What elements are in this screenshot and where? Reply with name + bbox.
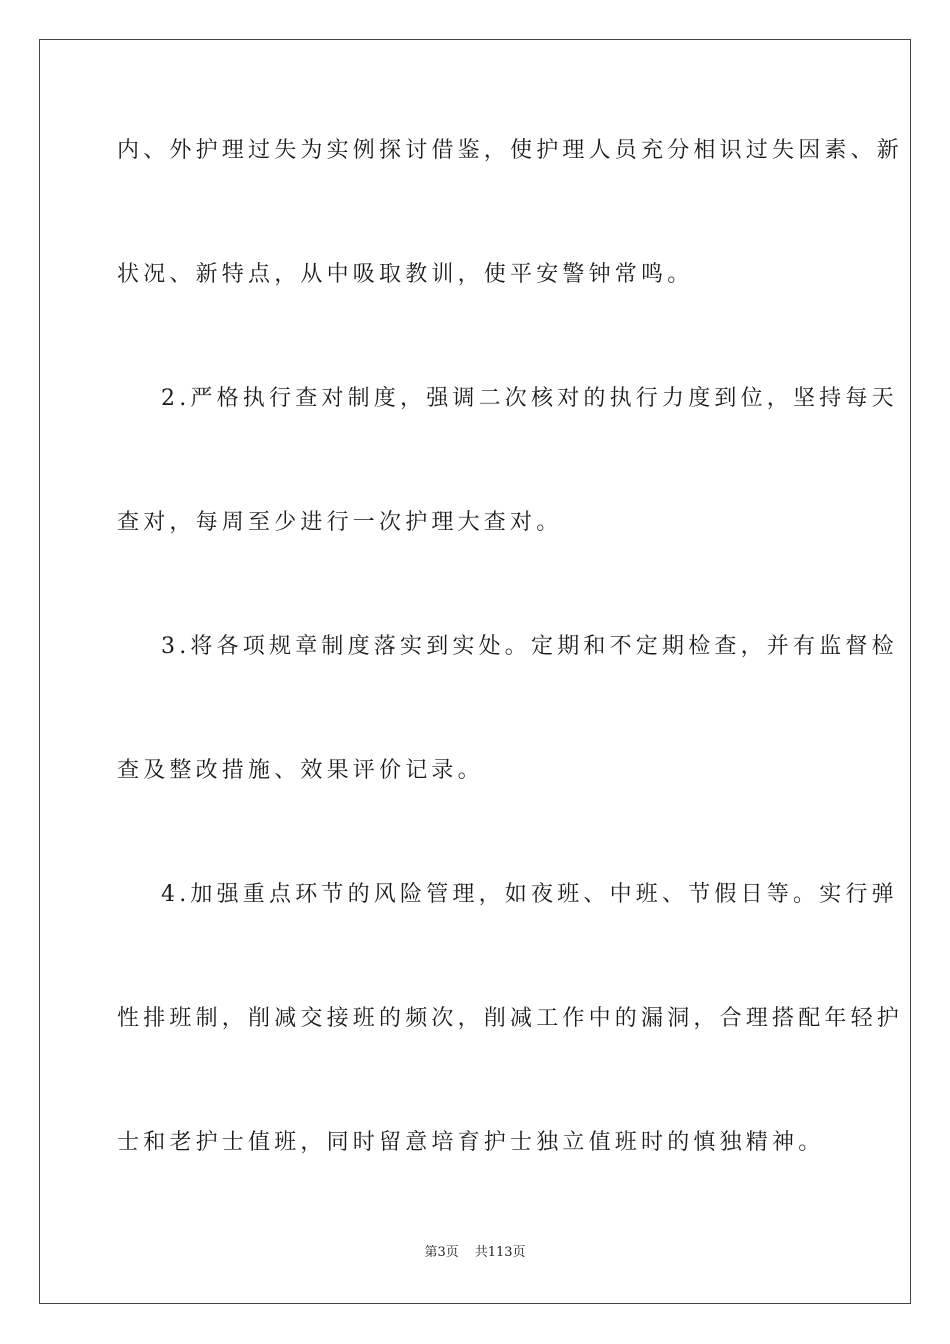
paragraph-line: 3.将各项规章制度落实到实处。定期和不定期检查，并有监督检 — [161, 634, 898, 659]
paragraph-line: 性排班制，削减交接班的频次，削减工作中的漏洞，合理搭配年轻护 — [117, 1006, 904, 1031]
page-total: 共113页 — [474, 1245, 526, 1260]
paragraph-line: 状况、新特点，从中吸取教训，使平安警钟常鸣。 — [117, 262, 694, 287]
paragraph-line: 2.严格执行查对制度，强调二次核对的执行力度到位，坚持每天 — [161, 386, 898, 411]
paragraph-line: 士和老护士值班，同时留意培育护士独立值班时的慎独精神。 — [117, 1130, 825, 1155]
paragraph-line: 查对，每周至少进行一次护理大查对。 — [117, 510, 563, 535]
page-footer — [0, 1244, 950, 1262]
page-number: 第3页 — [424, 1245, 459, 1260]
paragraph-line: 4.加强重点环节的风险管理，如夜班、中班、节假日等。实行弹 — [161, 882, 898, 907]
paragraph-line: 查及整改措施、效果评价记录。 — [117, 758, 484, 783]
page-border — [39, 39, 911, 1304]
paragraph-line: 内、外护理过失为实例探讨借鉴，使护理人员充分相识过失因素、新 — [117, 138, 904, 163]
